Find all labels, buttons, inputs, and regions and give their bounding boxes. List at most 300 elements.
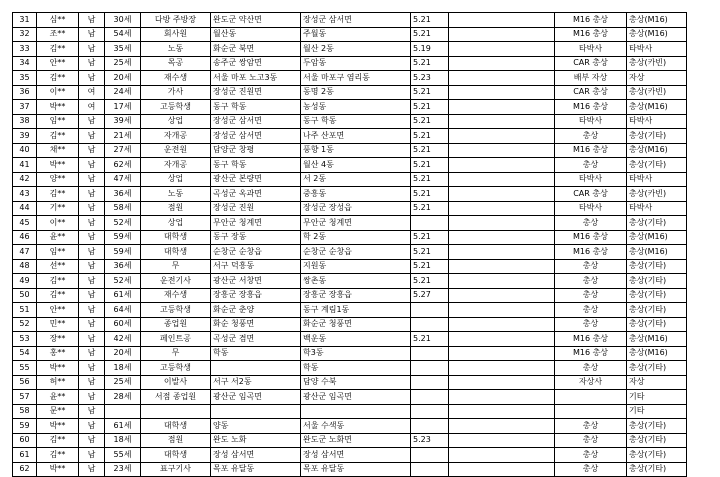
cell-cause-category: 타박사 bbox=[627, 42, 687, 57]
cell-no: 59 bbox=[13, 419, 37, 434]
cell-address: 광산군 임곡면 bbox=[301, 390, 411, 405]
cell-date bbox=[411, 346, 449, 361]
cell-cause: M16 총상 bbox=[555, 332, 627, 347]
cell-birthplace: 월산동 bbox=[211, 27, 301, 42]
cell-date: 5.21 bbox=[411, 201, 449, 216]
table-row bbox=[13, 346, 687, 361]
table-row bbox=[13, 332, 687, 347]
cell-birthplace: 장흥군 장흥읍 bbox=[211, 288, 301, 303]
cell-sex: 남 bbox=[79, 201, 105, 216]
cell-date: 5.19 bbox=[411, 42, 449, 57]
table-row bbox=[13, 42, 687, 57]
cell-age: 59세 bbox=[105, 245, 141, 260]
cell-name: 김** bbox=[37, 288, 79, 303]
cell-no: 43 bbox=[13, 187, 37, 202]
cell-cause: M16 총상 bbox=[555, 245, 627, 260]
cell-address: 학3동 bbox=[301, 346, 411, 361]
cell-cause: CAR 총상 bbox=[555, 56, 627, 71]
cell-address: 장흥군 장흥읍 bbox=[301, 288, 411, 303]
cell-sex: 여 bbox=[79, 100, 105, 115]
cell-occupation: 재수생 bbox=[141, 71, 211, 86]
table-row bbox=[13, 230, 687, 245]
table-row bbox=[13, 404, 687, 419]
cell-age: 36세 bbox=[105, 259, 141, 274]
table-row bbox=[13, 100, 687, 115]
cell-age: 39세 bbox=[105, 114, 141, 129]
cell-occupation: 무 bbox=[141, 346, 211, 361]
table-row bbox=[13, 129, 687, 144]
cell-date bbox=[411, 448, 449, 463]
cell-name: 김** bbox=[37, 274, 79, 289]
cell-name: 김** bbox=[37, 129, 79, 144]
table-row bbox=[13, 303, 687, 318]
cell-date: 5.21 bbox=[411, 56, 449, 71]
cell-date: 5.21 bbox=[411, 129, 449, 144]
cell-sex: 남 bbox=[79, 114, 105, 129]
cell-note bbox=[449, 375, 555, 390]
cell-age: 20세 bbox=[105, 346, 141, 361]
cell-date bbox=[411, 317, 449, 332]
cell-birthplace: 완도군 약산면 bbox=[211, 13, 301, 28]
cell-name: 선** bbox=[37, 259, 79, 274]
cell-age: 20세 bbox=[105, 71, 141, 86]
cell-cause-category: 총상(기타) bbox=[627, 274, 687, 289]
cell-name: 박** bbox=[37, 361, 79, 376]
cell-no: 37 bbox=[13, 100, 37, 115]
cell-cause: CAR 총상 bbox=[555, 85, 627, 100]
cell-note bbox=[449, 259, 555, 274]
cell-name: 김** bbox=[37, 187, 79, 202]
table-row bbox=[13, 361, 687, 376]
cell-occupation: 대학생 bbox=[141, 230, 211, 245]
cell-date: 5.21 bbox=[411, 158, 449, 173]
cell-cause: 총상 bbox=[555, 361, 627, 376]
cell-address: 서울 수색동 bbox=[301, 419, 411, 434]
cell-name: 임** bbox=[37, 245, 79, 260]
cell-occupation: 자개공 bbox=[141, 158, 211, 173]
table-row bbox=[13, 462, 687, 477]
cell-date: 5.21 bbox=[411, 230, 449, 245]
cell-cause: 총상 bbox=[555, 129, 627, 144]
cell-no: 41 bbox=[13, 158, 37, 173]
cell-occupation: 상업 bbox=[141, 172, 211, 187]
cell-occupation: 노동 bbox=[141, 187, 211, 202]
cell-sex: 남 bbox=[79, 419, 105, 434]
cell-occupation: 무 bbox=[141, 259, 211, 274]
cell-occupation: 이발사 bbox=[141, 375, 211, 390]
cell-age: 35세 bbox=[105, 42, 141, 57]
cell-name: 심** bbox=[37, 13, 79, 28]
cell-name: 허** bbox=[37, 375, 79, 390]
cell-cause: M16 총상 bbox=[555, 27, 627, 42]
table-row bbox=[13, 85, 687, 100]
cell-cause: 타박사 bbox=[555, 172, 627, 187]
cell-no: 49 bbox=[13, 274, 37, 289]
cell-date: 5.21 bbox=[411, 114, 449, 129]
cell-address: 백운동 bbox=[301, 332, 411, 347]
cell-date: 5.21 bbox=[411, 27, 449, 42]
table-row bbox=[13, 390, 687, 405]
cell-sex: 남 bbox=[79, 462, 105, 477]
cell-no: 48 bbox=[13, 259, 37, 274]
cell-cause-category: 총상(기타) bbox=[627, 419, 687, 434]
cell-cause: 총상 bbox=[555, 433, 627, 448]
cell-birthplace: 광산군 본량면 bbox=[211, 172, 301, 187]
cell-cause-category: 타박사 bbox=[627, 114, 687, 129]
cell-sex: 남 bbox=[79, 433, 105, 448]
cell-name: 박** bbox=[37, 462, 79, 477]
cell-cause: M16 총상 bbox=[555, 100, 627, 115]
cell-birthplace: 화순군 춘양 bbox=[211, 303, 301, 318]
cell-address: 장성 삼서면 bbox=[301, 448, 411, 463]
cell-cause-category: 자상 bbox=[627, 71, 687, 86]
cell-age: 25세 bbox=[105, 56, 141, 71]
table-row bbox=[13, 448, 687, 463]
cell-sex: 남 bbox=[79, 71, 105, 86]
cell-occupation: 가사 bbox=[141, 85, 211, 100]
cell-cause: 타박사 bbox=[555, 201, 627, 216]
cell-cause: M16 총상 bbox=[555, 143, 627, 158]
cell-age: 28세 bbox=[105, 390, 141, 405]
cell-no: 39 bbox=[13, 129, 37, 144]
table-row bbox=[13, 375, 687, 390]
cell-note bbox=[449, 346, 555, 361]
cell-birthplace: 순창군 순창읍 bbox=[211, 245, 301, 260]
cell-age: 18세 bbox=[105, 433, 141, 448]
cell-cause-category: 총상(기타) bbox=[627, 158, 687, 173]
table-row bbox=[13, 187, 687, 202]
cell-address: 화순군 청풍면 bbox=[301, 317, 411, 332]
cell-age: 30세 bbox=[105, 13, 141, 28]
cell-date: 5.21 bbox=[411, 274, 449, 289]
cell-address: 순창군 순창읍 bbox=[301, 245, 411, 260]
cell-cause-category: 총상(기타) bbox=[627, 288, 687, 303]
cell-birthplace: 서구 덕흥동 bbox=[211, 259, 301, 274]
cell-occupation: 재수생 bbox=[141, 288, 211, 303]
cell-cause bbox=[555, 404, 627, 419]
cell-no: 44 bbox=[13, 201, 37, 216]
cell-note bbox=[449, 85, 555, 100]
cell-age: 59세 bbox=[105, 230, 141, 245]
cell-date bbox=[411, 216, 449, 231]
cell-sex: 남 bbox=[79, 245, 105, 260]
cell-address: 서울 마포구 염리동 bbox=[301, 71, 411, 86]
cell-date: 5.23 bbox=[411, 71, 449, 86]
cell-no: 31 bbox=[13, 13, 37, 28]
cell-address: 중흥동 bbox=[301, 187, 411, 202]
cell-date: 5.21 bbox=[411, 332, 449, 347]
cell-age: 52세 bbox=[105, 216, 141, 231]
cell-address: 동명 2동 bbox=[301, 85, 411, 100]
table-row bbox=[13, 13, 687, 28]
cell-cause-category: 자상 bbox=[627, 375, 687, 390]
cell-date: 5.21 bbox=[411, 13, 449, 28]
cell-name: 김** bbox=[37, 433, 79, 448]
cell-date bbox=[411, 419, 449, 434]
cell-sex: 남 bbox=[79, 56, 105, 71]
cell-occupation: 점원 bbox=[141, 201, 211, 216]
cell-occupation: 서점 종업원 bbox=[141, 390, 211, 405]
cell-note bbox=[449, 332, 555, 347]
cell-birthplace: 동구 학동 bbox=[211, 100, 301, 115]
cell-occupation: 회사원 bbox=[141, 27, 211, 42]
table-row bbox=[13, 419, 687, 434]
cell-sex: 남 bbox=[79, 288, 105, 303]
cell-no: 51 bbox=[13, 303, 37, 318]
cell-note bbox=[449, 216, 555, 231]
cell-cause-category: 총상(기타) bbox=[627, 361, 687, 376]
table-row bbox=[13, 172, 687, 187]
cell-note bbox=[449, 303, 555, 318]
cell-occupation: 고등학생 bbox=[141, 361, 211, 376]
cell-cause-category: 기타 bbox=[627, 404, 687, 419]
cell-address: 장성군 장성읍 bbox=[301, 201, 411, 216]
cell-sex: 남 bbox=[79, 274, 105, 289]
cell-name: 윤** bbox=[37, 230, 79, 245]
cell-note bbox=[449, 187, 555, 202]
cell-address: 월산 2동 bbox=[301, 42, 411, 57]
cell-cause: 총상 bbox=[555, 259, 627, 274]
cell-cause-category: 총상(카빈) bbox=[627, 56, 687, 71]
cell-cause: 총상 bbox=[555, 303, 627, 318]
cell-name: 장** bbox=[37, 332, 79, 347]
cell-date bbox=[411, 390, 449, 405]
table-row bbox=[13, 288, 687, 303]
table-row bbox=[13, 201, 687, 216]
cell-no: 54 bbox=[13, 346, 37, 361]
cell-sex: 남 bbox=[79, 216, 105, 231]
table-row bbox=[13, 274, 687, 289]
cell-occupation: 고등학생 bbox=[141, 303, 211, 318]
cell-birthplace: 장성군 삼서면 bbox=[211, 129, 301, 144]
cell-note bbox=[449, 100, 555, 115]
cell-age: 17세 bbox=[105, 100, 141, 115]
cell-cause-category: 총상(기타) bbox=[627, 462, 687, 477]
cell-occupation: 상업 bbox=[141, 114, 211, 129]
cell-note bbox=[449, 390, 555, 405]
cell-no: 42 bbox=[13, 172, 37, 187]
cell-no: 62 bbox=[13, 462, 37, 477]
cell-address: 주월동 bbox=[301, 27, 411, 42]
table-row bbox=[13, 158, 687, 173]
table-row bbox=[13, 259, 687, 274]
cell-birthplace: 화순 청풍면 bbox=[211, 317, 301, 332]
cell-name: 박** bbox=[37, 158, 79, 173]
cell-birthplace: 동구 학동 bbox=[211, 158, 301, 173]
cell-name: 김** bbox=[37, 71, 79, 86]
cell-occupation: 대학생 bbox=[141, 419, 211, 434]
table-row bbox=[13, 27, 687, 42]
cell-age: 25세 bbox=[105, 375, 141, 390]
cell-birthplace: 서울 마포 노고3동 bbox=[211, 71, 301, 86]
cell-no: 38 bbox=[13, 114, 37, 129]
cell-cause-category: 총상(기타) bbox=[627, 317, 687, 332]
cell-no: 46 bbox=[13, 230, 37, 245]
cell-address bbox=[301, 404, 411, 419]
cell-cause bbox=[555, 390, 627, 405]
cell-birthplace: 장성군 삼서면 bbox=[211, 114, 301, 129]
cell-note bbox=[449, 13, 555, 28]
table-row bbox=[13, 317, 687, 332]
cell-age: 55세 bbox=[105, 448, 141, 463]
cell-cause-category: 총상(카빈) bbox=[627, 85, 687, 100]
cell-name: 안** bbox=[37, 56, 79, 71]
cell-birthplace: 서구 서2동 bbox=[211, 375, 301, 390]
cell-name: 기** bbox=[37, 201, 79, 216]
cell-birthplace: 화순군 북면 bbox=[211, 42, 301, 57]
cell-sex: 남 bbox=[79, 259, 105, 274]
cell-name: 민** bbox=[37, 317, 79, 332]
cell-date: 5.21 bbox=[411, 259, 449, 274]
cell-date bbox=[411, 303, 449, 318]
cell-address: 서 2동 bbox=[301, 172, 411, 187]
cell-birthplace: 목포 유달동 bbox=[211, 462, 301, 477]
cell-cause: 타박사 bbox=[555, 42, 627, 57]
cell-name: 양** bbox=[37, 172, 79, 187]
cell-name: 임** bbox=[37, 114, 79, 129]
cell-cause: M16 총상 bbox=[555, 230, 627, 245]
cell-cause: 총상 bbox=[555, 288, 627, 303]
cell-cause: 자상사 bbox=[555, 375, 627, 390]
cell-birthplace: 곡성군 겸면 bbox=[211, 332, 301, 347]
cell-birthplace: 송주군 쌍암면 bbox=[211, 56, 301, 71]
table-row bbox=[13, 245, 687, 260]
cell-no: 53 bbox=[13, 332, 37, 347]
casualty-table bbox=[12, 12, 687, 477]
cell-name: 홍** bbox=[37, 346, 79, 361]
cell-address: 동구 계림1동 bbox=[301, 303, 411, 318]
cell-birthplace: 곡성군 옥과면 bbox=[211, 187, 301, 202]
cell-sex: 남 bbox=[79, 42, 105, 57]
cell-no: 57 bbox=[13, 390, 37, 405]
cell-no: 56 bbox=[13, 375, 37, 390]
cell-note bbox=[449, 114, 555, 129]
table-body bbox=[13, 13, 687, 477]
cell-note bbox=[449, 419, 555, 434]
cell-cause: 타박사 bbox=[555, 114, 627, 129]
cell-occupation: 노동 bbox=[141, 42, 211, 57]
cell-age: 21세 bbox=[105, 129, 141, 144]
cell-cause-category: 타박사 bbox=[627, 201, 687, 216]
cell-address: 나주 산포면 bbox=[301, 129, 411, 144]
cell-note bbox=[449, 448, 555, 463]
cell-cause-category: 총상(기타) bbox=[627, 129, 687, 144]
cell-note bbox=[449, 317, 555, 332]
data-table bbox=[12, 12, 687, 477]
cell-sex: 남 bbox=[79, 27, 105, 42]
cell-name: 이** bbox=[37, 85, 79, 100]
cell-age: 27세 bbox=[105, 143, 141, 158]
cell-occupation: 페인트공 bbox=[141, 332, 211, 347]
table-row bbox=[13, 433, 687, 448]
cell-birthplace: 양동 bbox=[211, 419, 301, 434]
cell-no: 61 bbox=[13, 448, 37, 463]
cell-sex: 남 bbox=[79, 448, 105, 463]
cell-age: 18세 bbox=[105, 361, 141, 376]
cell-cause-category: 총상(M16) bbox=[627, 230, 687, 245]
table-row bbox=[13, 216, 687, 231]
cell-name: 박** bbox=[37, 419, 79, 434]
cell-age: 23세 bbox=[105, 462, 141, 477]
cell-sex: 남 bbox=[79, 346, 105, 361]
cell-occupation: 고등학생 bbox=[141, 100, 211, 115]
table-row bbox=[13, 143, 687, 158]
cell-name: 이** bbox=[37, 216, 79, 231]
cell-birthplace: 담양군 창평 bbox=[211, 143, 301, 158]
cell-no: 33 bbox=[13, 42, 37, 57]
cell-birthplace bbox=[211, 361, 301, 376]
cell-sex: 남 bbox=[79, 361, 105, 376]
cell-cause-category: 총상(M16) bbox=[627, 13, 687, 28]
cell-occupation: 대학생 bbox=[141, 245, 211, 260]
cell-note bbox=[449, 201, 555, 216]
cell-address: 풍향 1동 bbox=[301, 143, 411, 158]
cell-cause: M16 총상 bbox=[555, 13, 627, 28]
cell-occupation: 종업원 bbox=[141, 317, 211, 332]
cell-cause-category: 총상(M16) bbox=[627, 27, 687, 42]
cell-name: 채** bbox=[37, 143, 79, 158]
cell-cause-category: 기타 bbox=[627, 390, 687, 405]
cell-cause: CAR 총상 bbox=[555, 187, 627, 202]
cell-address: 장성군 삼서면 bbox=[301, 13, 411, 28]
table-row bbox=[13, 56, 687, 71]
cell-cause-category: 총상(M16) bbox=[627, 100, 687, 115]
cell-cause: 총상 bbox=[555, 448, 627, 463]
cell-sex: 남 bbox=[79, 143, 105, 158]
cell-occupation: 상업 bbox=[141, 216, 211, 231]
cell-sex: 남 bbox=[79, 187, 105, 202]
cell-cause: 총상 bbox=[555, 419, 627, 434]
cell-birthplace: 광산군 임곡면 bbox=[211, 390, 301, 405]
cell-address: 학동 bbox=[301, 361, 411, 376]
cell-address: 담양 수북 bbox=[301, 375, 411, 390]
cell-age: 64세 bbox=[105, 303, 141, 318]
cell-address: 학 2동 bbox=[301, 230, 411, 245]
cell-sex: 남 bbox=[79, 230, 105, 245]
cell-occupation: 운전원 bbox=[141, 143, 211, 158]
cell-cause: M16 총상 bbox=[555, 346, 627, 361]
cell-sex: 남 bbox=[79, 390, 105, 405]
cell-date: 5.21 bbox=[411, 143, 449, 158]
cell-address: 동구 학동 bbox=[301, 114, 411, 129]
cell-sex: 남 bbox=[79, 129, 105, 144]
cell-no: 35 bbox=[13, 71, 37, 86]
cell-sex: 남 bbox=[79, 172, 105, 187]
cell-date: 5.21 bbox=[411, 100, 449, 115]
cell-cause: 총상 bbox=[555, 216, 627, 231]
cell-cause: 총상 bbox=[555, 317, 627, 332]
table-row bbox=[13, 114, 687, 129]
cell-cause-category: 총상(기타) bbox=[627, 448, 687, 463]
cell-occupation: 자개공 bbox=[141, 129, 211, 144]
cell-sex: 남 bbox=[79, 303, 105, 318]
cell-cause-category: 총상(M16) bbox=[627, 245, 687, 260]
cell-address: 지원동 bbox=[301, 259, 411, 274]
cell-cause: 총상 bbox=[555, 462, 627, 477]
cell-no: 55 bbox=[13, 361, 37, 376]
cell-age: 24세 bbox=[105, 85, 141, 100]
cell-sex: 남 bbox=[79, 13, 105, 28]
cell-note bbox=[449, 143, 555, 158]
cell-sex: 남 bbox=[79, 158, 105, 173]
cell-no: 50 bbox=[13, 288, 37, 303]
cell-name: 김** bbox=[37, 42, 79, 57]
cell-note bbox=[449, 56, 555, 71]
cell-note bbox=[449, 172, 555, 187]
cell-note bbox=[449, 462, 555, 477]
cell-address: 쌍촌동 bbox=[301, 274, 411, 289]
cell-age: 62세 bbox=[105, 158, 141, 173]
